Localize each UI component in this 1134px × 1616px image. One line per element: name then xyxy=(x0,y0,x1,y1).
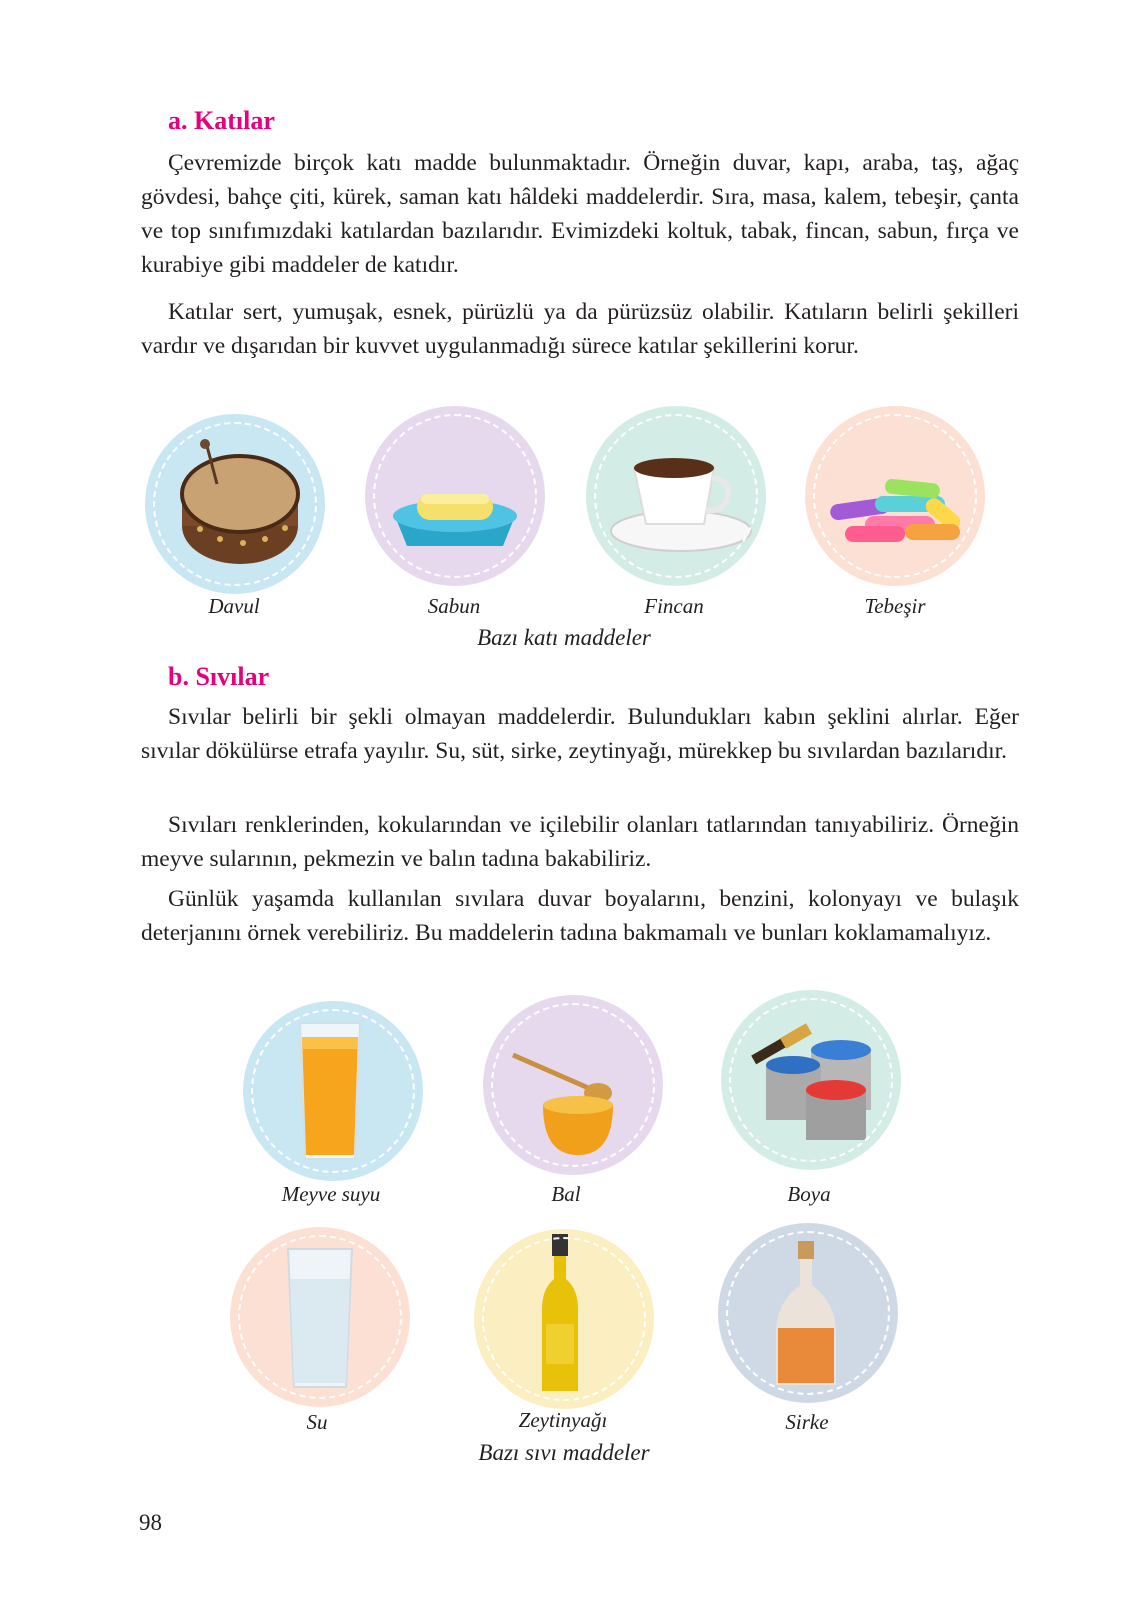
paragraph-liquids-3: Günlük yaşamda kullanılan sıvılara duvar boyalarını, benzini, kolonyayı ve bulaşık deterjanını örnek verebiliriz. Bu maddelerin tadına bakmamalı ve bunları koklamamalıyız. xyxy=(141,886,1019,946)
vinegar-bottle-icon xyxy=(718,1223,898,1403)
section-heading-solids: a. Katılar xyxy=(168,106,275,135)
caption-davul: Davul xyxy=(208,594,260,618)
coffee-cup-circle xyxy=(586,406,766,586)
soap-circle xyxy=(365,406,545,586)
caption-tebesir: Tebeşir xyxy=(864,594,926,618)
caption-boya: Boya xyxy=(787,1182,831,1206)
caption-sabun: Sabun xyxy=(427,594,481,618)
paint-cans-icon xyxy=(721,990,901,1170)
caption-bal: Bal xyxy=(551,1182,581,1206)
caption-fincan: Fincan xyxy=(644,594,704,618)
honey-circle xyxy=(483,995,663,1175)
soap-icon xyxy=(365,406,545,586)
chalk-icon xyxy=(805,406,985,586)
caption-su: Su xyxy=(306,1410,328,1434)
section-heading-liquids: b. Sıvılar xyxy=(168,662,270,691)
group-caption-solids: Bazı katı maddeler xyxy=(477,625,651,650)
juice-circle xyxy=(243,1001,423,1181)
water-glass-icon xyxy=(230,1227,410,1407)
paint-circle xyxy=(721,990,901,1170)
drum-icon xyxy=(145,414,325,594)
olive-oil-circle xyxy=(474,1229,654,1409)
paragraph-liquids-2: Sıvıları renklerinden, kokularından ve içilebilir olanları tatlarından tanıyabiliriz. Örneğin meyve sularının, pekmezin ve balın tadına bakabiliriz. xyxy=(141,812,1019,872)
coffee-cup-icon xyxy=(586,406,766,586)
group-caption-liquids: Bazı sıvı maddeler xyxy=(478,1440,650,1465)
chalk-circle xyxy=(805,406,985,586)
paragraph-liquids-1: Sıvılar belirli bir şekli olmayan maddelerdir. Bulundukları kabın şeklini alırlar. Eğer sıvılar dökülürse etrafa yayılır. Su, süt, sirke, zeytinyağı, mürekkep bu sıvılardan bazılarıdır. xyxy=(141,704,1019,764)
caption-zeytinyagi: Zeytinyağı xyxy=(518,1408,608,1432)
juice-glass-icon xyxy=(243,1001,423,1181)
vinegar-circle xyxy=(718,1223,898,1403)
water-circle xyxy=(230,1227,410,1407)
paragraph-solids-1: Çevremizde birçok katı madde bulunmaktadır. Örneğin duvar, kapı, araba, taş, ağaç gövdesi, bahçe çiti, kürek, saman katı hâldeki maddelerdir. Sıra, masa, kalem, tebeşir, çanta ve top sınıfımızdaki katılardan bazılarıdır. Evimizdeki koltuk, tabak, fincan, sabun, fırça ve kurabiye gibi maddeler de katıdır. xyxy=(141,150,1019,278)
drum-circle xyxy=(145,414,325,594)
honey-icon xyxy=(483,995,663,1175)
paragraph-solids-2: Katılar sert, yumuşak, esnek, pürüzlü ya da pürüzsüz olabilir. Katıların belirli şekilleri vardır ve dışarıdan bir kuvvet uygulanmadığı sürece katılar şekillerini korur. xyxy=(141,299,1019,359)
caption-sirke: Sirke xyxy=(785,1410,829,1434)
caption-meyve-suyu: Meyve suyu xyxy=(281,1182,381,1206)
olive-oil-bottle-icon xyxy=(474,1229,654,1409)
page-number: 98 xyxy=(139,1510,162,1535)
